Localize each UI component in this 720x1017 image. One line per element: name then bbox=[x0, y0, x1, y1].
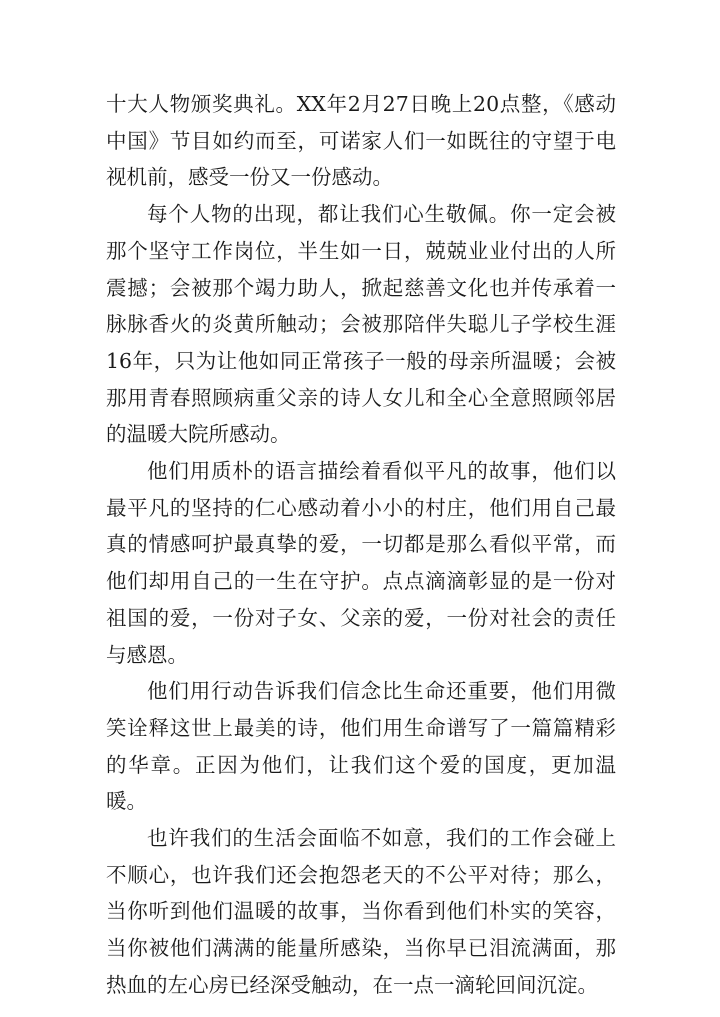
paragraph-3: 他们用质朴的语言描绘着看似平凡的故事，他们以最平凡的坚持的仁心感动着小小的村庄，他们用自己最真的情感呵护最真挚的爱，一切都是那么看似平常，而他们却用自己的一生在守护。点点滴滴彰显的是一份对祖国的爱，一份对子女、父亲的爱，一份对社会的责任与感恩。 bbox=[106, 459, 616, 667]
document-body bbox=[106, 86, 616, 1004]
paragraph-5: 也许我们的生活会面临不如意，我们的工作会碰上不顺心，也许我们还会抱怨老天的不公平对待；那么，当你听到他们温暖的故事，当你看到他们朴实的笑容，当你被他们满满的能量所感染，当你早已泪流满面，那热血的左心房已经深受触动，在一点一滴轮回间沉淀。 bbox=[106, 826, 616, 997]
paragraph-2: 每个人物的出现，都让我们心生敬佩。你一定会被那个坚守工作岗位，半生如一日，兢兢业业付出的人所震撼；会被那个竭力助人，掀起慈善文化也并传承着一脉脉香火的炎黄所触动；会被那陪伴失聪儿子学校生涯16年，只为让他如同正常孩子一般的母亲所温暖；会被那用青春照顾病重父亲的诗人女儿和全心全意照顾邻居的温暖大院所感动。 bbox=[106, 202, 616, 447]
paragraph-4: 他们用行动告诉我们信念比生命还重要，他们用微笑诠释这世上最美的诗，他们用生命谱写了一篇篇精彩的华章。正因为他们，让我们这个爱的国度，更加温暖。 bbox=[106, 679, 616, 814]
paragraph-1: 十大人物颁奖典礼。XX年2月27日晚上20点整，《感动中国》节目如约而至，可诺家人们一如既往的守望于电视机前，感受一份又一份感动。 bbox=[106, 92, 616, 190]
